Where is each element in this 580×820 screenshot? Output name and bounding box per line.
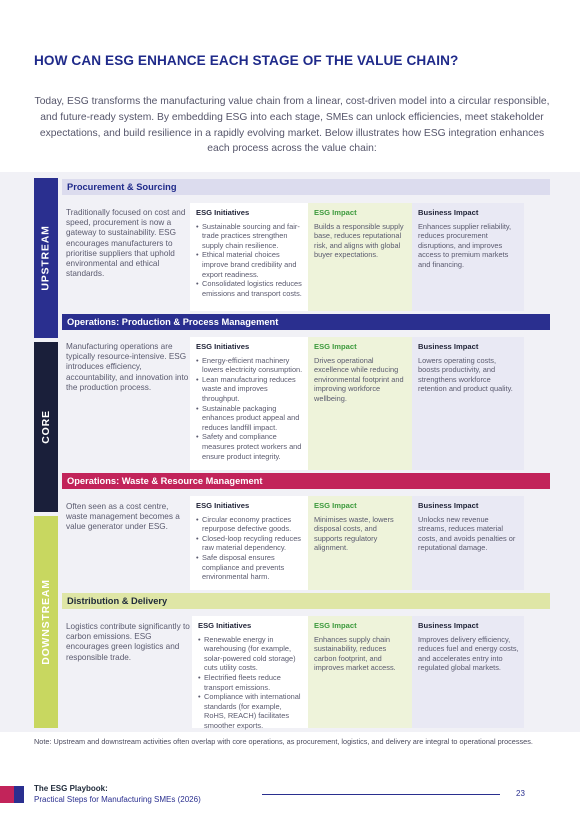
phase-upstream (34, 178, 58, 338)
esg-impact-text: Minimises waste, lowers disposal costs, and supports regulatory alignment. (314, 514, 394, 553)
esg-impact-text: Enhances supply chain sustainability, reduces carbon footprint, and improves market access. (314, 634, 396, 673)
initiatives-list (196, 222, 303, 299)
section-heading-distribution: Distribution & Delivery (62, 593, 550, 609)
initiatives-header: ESG Initiatives (196, 342, 250, 351)
initiative-item: • Sustainable sourcing and fair-trade practices strengthen supply chain resilience. (196, 222, 303, 251)
initiative-item: • Safe disposal ensures compliance and prevents environmental harm. (196, 553, 303, 582)
business-impact-text: Improves delivery efficiency, reduces fuel and energy costs, and accelerates entry into regulated global markets. (418, 634, 519, 673)
esg-impact-header: ESG Impact (314, 501, 357, 510)
business-impact-text: Lowers operating costs, boosts productivity, and strengthens workforce retention and product quality. (418, 355, 513, 394)
esg-impact-cell-waste (308, 496, 412, 590)
initiative-item: • Renewable energy in warehousing (for example, solar-powered cold storage) cuts utility costs. (198, 635, 303, 673)
business-impact-cell-waste (412, 496, 524, 590)
esg-impact-header: ESG Impact (314, 208, 357, 217)
phase-core-label: CORE (40, 410, 53, 444)
footer-brand-mark (0, 786, 24, 803)
initiative-item: • Energy-efficient machinery lowers electricity consumption. (196, 356, 303, 375)
initiative-item: • Sustainable packaging enhances product appeal and reduces landfill impact. (196, 404, 303, 433)
phase-downstream (34, 516, 58, 728)
initiatives-header: ESG Initiatives (196, 501, 250, 510)
section-description-procurement: Traditionally focused on cost and speed, procurement is now a gateway to sustainability. ESG encourages manufacturers to prioritise suppliers that uphold environmental and ethical standards. (66, 208, 186, 279)
initiative-item: • Compliance with international standards (for example, RoHS, REACH) facilitates smoother exports. (198, 692, 303, 730)
phase-upstream-label: UPSTREAM (40, 225, 53, 291)
esg-impact-text: Drives operational excellence while reducing environmental footprint and improving workforce wellbeing. (314, 355, 404, 403)
phase-downstream-label: DOWNSTREAM (40, 579, 53, 665)
page-number: 23 (516, 789, 525, 798)
initiative-item: • Consolidated logistics reduces emissions and transport costs. (196, 279, 303, 298)
initiative-item: • Circular economy practices repurpose defective goods. (196, 515, 303, 534)
initiative-item: • Closed-loop recycling reduces raw material dependency. (196, 534, 303, 553)
section-description-production: Manufacturing operations are typically resource-intensive. ESG introduces efficiency, accountability, and innovation into the production process. (66, 342, 189, 392)
business-impact-cell-procurement (412, 203, 524, 311)
initiative-item: • Lean manufacturing reduces waste and improves throughput. (196, 375, 303, 404)
esg-impact-cell-production (308, 337, 412, 470)
brand-mark-magenta-block (0, 786, 14, 803)
business-impact-header: Business Impact (418, 501, 479, 510)
initiatives-cell-procurement (190, 203, 308, 311)
business-impact-header: Business Impact (418, 621, 479, 630)
initiatives-cell-distribution (192, 616, 308, 728)
section-heading-waste: Operations: Waste & Resource Management (62, 473, 550, 489)
initiative-item: • Electrified fleets reduce transport emissions. (198, 673, 303, 692)
initiatives-header: ESG Initiatives (196, 208, 250, 217)
initiative-item: • Safety and compliance measures protect workers and ensure product integrity. (196, 432, 303, 461)
phase-core (34, 342, 58, 512)
esg-impact-header: ESG Impact (314, 621, 357, 630)
brand-mark-navy-block (14, 786, 24, 803)
initiatives-list (196, 515, 303, 582)
initiatives-list (198, 635, 303, 731)
intro-paragraph: Today, ESG transforms the manufacturing value chain from a linear, cost-driven model into a circular responsible, and future-ready system. By embedding ESG into each stage, SMEs can unlock efficiencies, meet stakeholder expectations, and build resilience in a rapidly evolving market. Below illustrates how ESG integration enhances each process across the value chain: (34, 96, 550, 155)
footnote: Note: Upstream and downstream activities often overlap with core operations, as procurement, logistics, and delivery are integral to operational processes. (34, 737, 533, 746)
initiative-item: • Ethical material choices improve brand credibility and export readiness. (196, 250, 303, 279)
initiatives-cell-production (190, 337, 308, 470)
business-impact-cell-distribution (412, 616, 524, 728)
section-heading-production: Operations: Production & Process Management (62, 314, 550, 330)
initiatives-header: ESG Initiatives (198, 621, 252, 630)
initiatives-cell-waste (190, 496, 308, 590)
esg-impact-cell-procurement (308, 203, 412, 311)
section-heading-procurement: Procurement & Sourcing (62, 179, 550, 195)
business-impact-text: Enhances supplier reliability, reduces procurement disruptions, and improves access to premium markets and financing. (418, 221, 512, 269)
business-impact-cell-production (412, 337, 524, 470)
esg-impact-text: Builds a responsible supply base, reduces reputational risk, and aligns with global buyer expectations. (314, 221, 404, 260)
page-title: HOW CAN ESG ENHANCE EACH STAGE OF THE VALUE CHAIN? (34, 53, 459, 68)
section-description-waste: Often seen as a cost centre, waste management becomes a value generator under ESG. (66, 502, 180, 532)
esg-impact-header: ESG Impact (314, 342, 357, 351)
business-impact-header: Business Impact (418, 342, 479, 351)
esg-impact-cell-distribution (308, 616, 412, 728)
business-impact-header: Business Impact (418, 208, 479, 217)
section-description-distribution: Logistics contribute significantly to carbon emissions. ESG encourages green logistics and responsible trade. (66, 622, 190, 662)
business-impact-text: Unlocks new revenue streams, reduces material costs, and avoids penalties or reputational damage. (418, 514, 516, 553)
footer-rule (262, 794, 500, 795)
footer-subtitle: Practical Steps for Manufacturing SMEs (2026) (34, 795, 201, 804)
footer-title: The ESG Playbook: (34, 784, 108, 793)
initiatives-list (196, 356, 303, 462)
